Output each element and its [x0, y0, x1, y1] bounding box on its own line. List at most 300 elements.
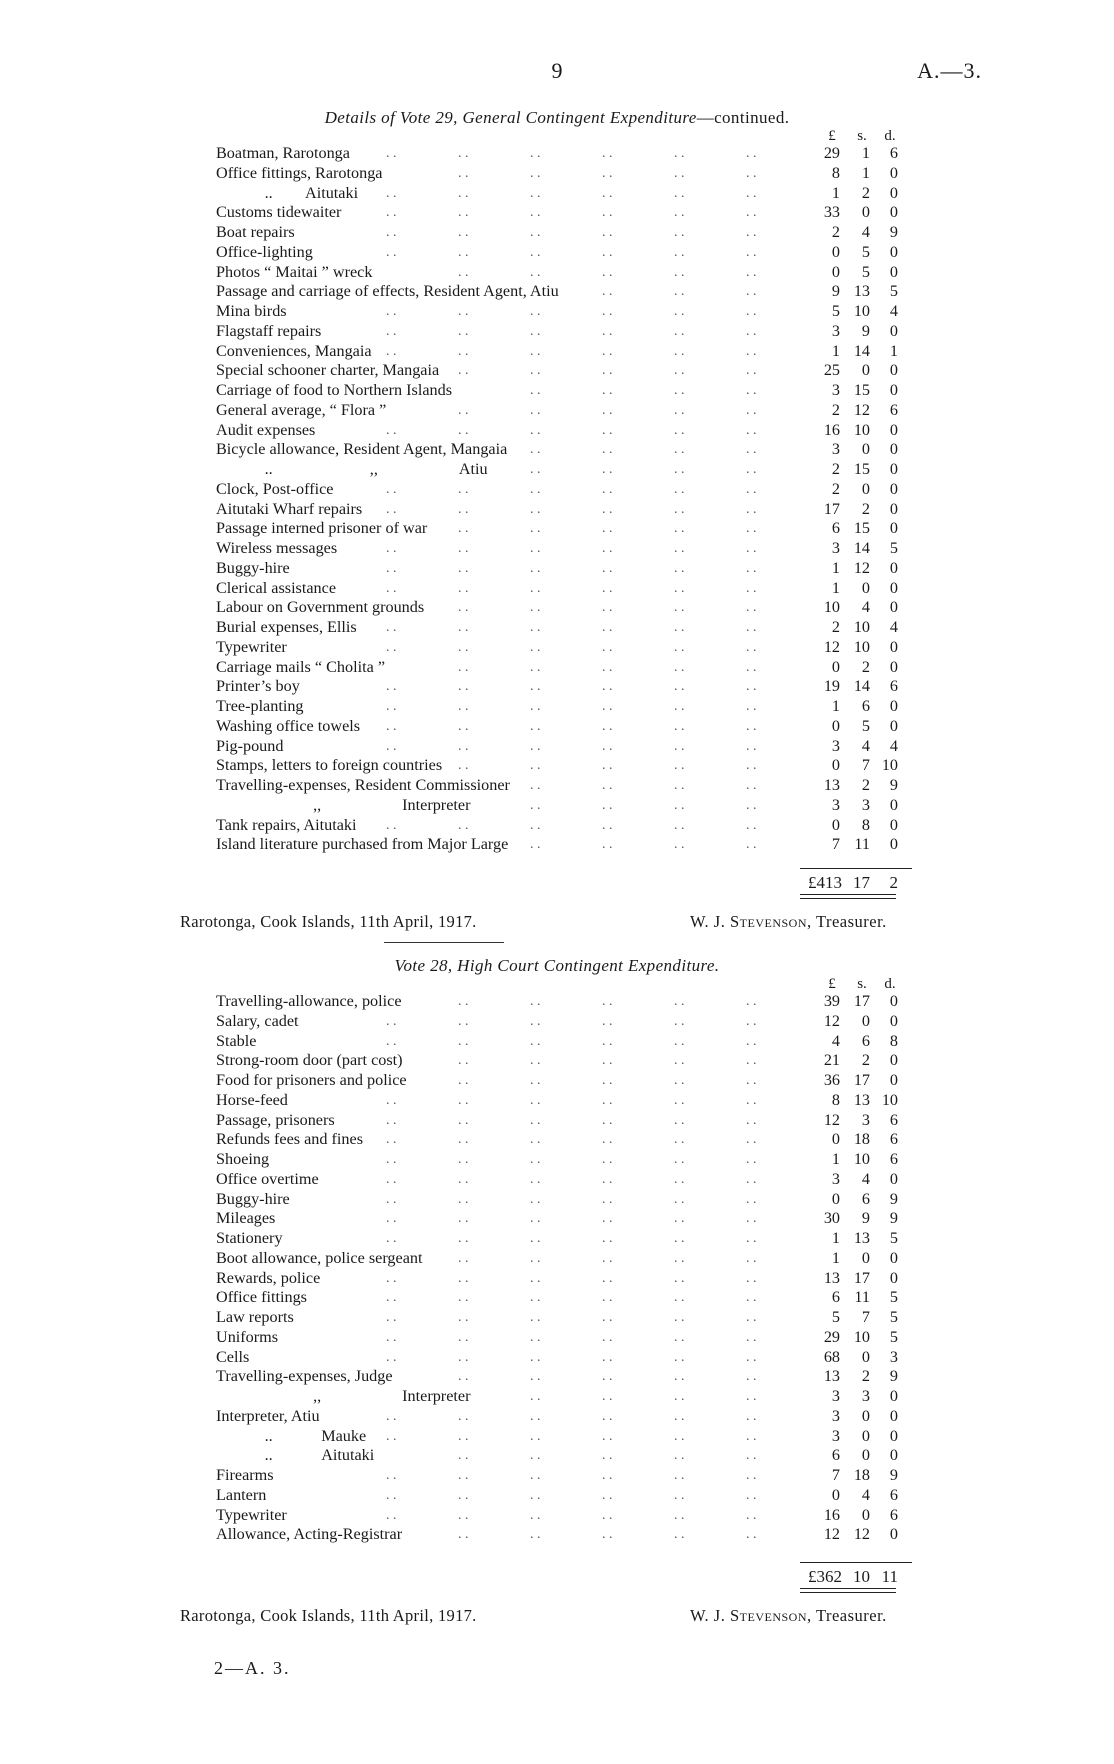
shillings-cell: 10 [853, 1327, 870, 1346]
pounds-cell: 2 [831, 479, 840, 498]
table-row: Island literature purchased from Major Large 7 11 0 . . . . . . . . [216, 835, 906, 855]
vote28-title [0, 956, 1114, 976]
shillings-cell: 17 [853, 1268, 870, 1287]
table-row: Printer’s boy 19 14 6 . . . . . . . . . . . . [216, 677, 906, 697]
table-row: .. Aitutaki 1 2 0 . . . . . . . . . . . . [216, 184, 906, 204]
pounds-cell: 5 [831, 302, 840, 320]
vote29-total [800, 868, 912, 893]
row-label: Travelling-allowance, police [216, 992, 402, 1010]
row-amount [806, 1446, 906, 1466]
row-amount [806, 598, 906, 618]
row-amount [806, 480, 906, 500]
row-amount [806, 223, 906, 243]
row-amount [806, 1525, 906, 1545]
shillings-cell: 18 [853, 1466, 870, 1484]
shillings-cell: 17 [853, 992, 870, 1010]
table-row: Clerical assistance 1 0 0 . . . . . . . . . . . . [216, 579, 906, 599]
footer-reference: 2—A. 3. [214, 1658, 291, 1678]
pence-cell: 6 [889, 1150, 898, 1168]
pence-cell: 4 [889, 618, 898, 636]
shillings-cell: 0 [861, 361, 870, 380]
vote28-place-date: Rarotonga, Cook Islands, 11th April, 1917. [180, 1606, 477, 1625]
pence-cell: 1 [889, 341, 898, 360]
row-label: Allowance, Acting-Registrar [216, 1525, 403, 1544]
row-label: Travelling-expenses, Resident Commissioner [216, 776, 510, 794]
vote29-place-date: Rarotonga, Cook Islands, 11th April, 1917. [180, 912, 477, 931]
pence-cell: 6 [889, 1485, 898, 1504]
row-amount [806, 1032, 906, 1052]
pounds-cell: 1 [831, 1229, 840, 1247]
pounds-cell: 30 [823, 1209, 840, 1228]
table-row: Customs tidewaiter 33 0 0 . . . . . . . . . . . . [216, 203, 906, 223]
row-amount [806, 1269, 906, 1289]
row-amount [806, 835, 906, 855]
table-row: ,, Interpreter 3 3 0 . . . . . . . . [216, 1387, 906, 1407]
shillings-cell: 0 [861, 1446, 870, 1465]
table-row: Boat repairs 2 4 9 . . . . . . . . . . . . [216, 223, 906, 243]
pounds-cell: 13 [823, 1268, 840, 1287]
row-label: Rewards, police [216, 1268, 321, 1287]
pence-cell: 6 [889, 144, 898, 162]
table-row: Aitutaki Wharf repairs 17 2 0 . . . . . . . . . . . . [216, 500, 906, 520]
pounds-cell: 0 [831, 242, 840, 261]
pence-cell: 5 [889, 1288, 898, 1307]
shillings-cell: 15 [853, 381, 870, 399]
pounds-cell: 3 [831, 440, 840, 459]
row-label: Buggy-hire [216, 558, 290, 577]
table-row: Typewriter 16 0 6 . . . . . . . . . . . . [216, 1506, 906, 1526]
pounds-cell: 12 [823, 1525, 840, 1544]
pence-cell: 0 [889, 598, 898, 617]
row-amount [806, 322, 906, 342]
row-amount [806, 342, 906, 362]
row-amount [806, 144, 906, 164]
vote29-signatory-title: , Treasurer. [807, 912, 887, 931]
pence-header: d. [884, 128, 896, 144]
table-row: Food for prisoners and police 36 17 0 . . . . . . . . . . [216, 1071, 906, 1091]
pence-cell: 0 [889, 519, 898, 538]
shillings-cell: 13 [853, 1229, 870, 1247]
row-label: Special schooner charter, Mangaia [216, 361, 440, 380]
table-row: Buggy-hire 1 12 0 . . . . . . . . . . . . [216, 559, 906, 579]
pence-cell: 0 [889, 558, 898, 577]
row-amount [806, 1348, 906, 1368]
pounds-cell: 12 [823, 1110, 840, 1129]
pounds-cell: 16 [823, 420, 840, 439]
table-row: Shoeing 1 10 6 . . . . . . . . . . . . [216, 1150, 906, 1170]
row-amount [806, 579, 906, 599]
pence-cell: 9 [889, 223, 898, 241]
pence-cell: 4 [889, 736, 898, 755]
row-amount [806, 1387, 906, 1407]
row-amount [806, 1308, 906, 1328]
pounds-cell: 1 [831, 341, 840, 360]
row-label: Mina birds [216, 302, 287, 320]
table-row: Allowance, Acting-Registrar 12 12 0 . . . . . . . . . . [216, 1525, 906, 1545]
pounds-cell: 9 [831, 282, 840, 301]
row-amount [806, 302, 906, 322]
row-label: Stable [216, 1031, 257, 1050]
pence-cell: 0 [889, 1011, 898, 1030]
row-label: Labour on Government grounds [216, 598, 425, 617]
pounds-cell: 8 [831, 1090, 840, 1109]
vote28-total-double-rule [800, 1588, 896, 1593]
shillings-header: s. [857, 128, 867, 144]
shillings-cell: 6 [861, 1189, 870, 1208]
shillings-cell: 15 [853, 519, 870, 538]
row-amount [806, 756, 906, 776]
row-amount [806, 1407, 906, 1427]
vote28-total-pence: 11 [881, 1567, 898, 1586]
row-amount [806, 263, 906, 283]
pence-cell: 0 [889, 440, 898, 459]
row-label: Salary, cadet [216, 1011, 299, 1030]
shillings-cell: 8 [861, 815, 870, 834]
shillings-cell: 4 [861, 223, 870, 241]
row-label: Photos “ Maitai ” wreck [216, 262, 373, 281]
pence-cell: 6 [889, 400, 898, 419]
pence-cell: 0 [889, 1051, 898, 1070]
pence-cell: 0 [889, 1268, 898, 1287]
shillings-cell: 4 [861, 1485, 870, 1504]
pounds-cell: 0 [831, 716, 840, 735]
shillings-cell: 4 [861, 598, 870, 617]
pounds-cell: 19 [823, 677, 840, 696]
row-amount [806, 460, 906, 480]
vote28-table [216, 992, 906, 1545]
row-label: Boot allowance, police sergeant [216, 1248, 423, 1267]
table-row: .. Aitutaki 6 0 0 . . . . . . . . . . [216, 1446, 906, 1466]
table-row: Uniforms 29 10 5 . . . . . . . . . . . . [216, 1328, 906, 1348]
table-row: Refunds fees and fines 0 18 6 . . . . . . . . . . . . [216, 1130, 906, 1150]
vote29-table [216, 144, 906, 855]
pounds-cell: 1 [831, 558, 840, 577]
row-label: Office fittings, Rarotonga [216, 163, 383, 182]
row-label: Tank repairs, Aitutaki [216, 815, 357, 834]
row-amount [806, 737, 906, 757]
pounds-cell: 3 [831, 1406, 840, 1425]
pence-cell: 0 [889, 1248, 898, 1267]
table-row: Horse-feed 8 13 10 . . . . . . . . . . . . [216, 1091, 906, 1111]
table-row: Tree-planting 1 6 0 . . . . . . . . . . . . [216, 697, 906, 717]
pounds-cell: 5 [831, 1308, 840, 1326]
pounds-cell: 2 [831, 460, 840, 478]
table-row: Travelling-allowance, police 39 17 0 . . . . . . . . . . [216, 992, 906, 1012]
table-row: Typewriter 12 10 0 . . . . . . . . . . . . [216, 638, 906, 658]
shillings-cell: 10 [853, 420, 870, 439]
pounds-cell: 6 [831, 1288, 840, 1307]
shillings-cell: 2 [861, 1367, 870, 1386]
row-label: Carriage mails “ Cholita ” [216, 657, 386, 676]
row-amount [806, 1229, 906, 1249]
vote29-total-pounds: £413 [808, 873, 842, 892]
row-label: .. Aitutaki [216, 1446, 375, 1465]
row-amount [806, 717, 906, 737]
pounds-cell: 1 [831, 1150, 840, 1168]
row-amount [806, 1190, 906, 1210]
table-row: Boot allowance, police sergeant 1 0 0 . . . . . . . . . . [216, 1249, 906, 1269]
pence-cell: 10 [881, 1090, 898, 1109]
table-row: .. Mauke 3 0 0 . . . . . . . . . . . . [216, 1427, 906, 1447]
pence-cell: 9 [889, 776, 898, 794]
shillings-cell: 15 [853, 460, 870, 478]
row-amount [806, 559, 906, 579]
pounds-cell: 12 [823, 637, 840, 656]
vote28-total-shillings: 10 [853, 1567, 870, 1586]
row-label: Firearms [216, 1466, 274, 1484]
row-amount [806, 1209, 906, 1229]
row-amount [806, 1367, 906, 1387]
shillings-cell: 0 [861, 1011, 870, 1030]
row-label: Clock, Post-office [216, 479, 334, 498]
row-amount [806, 519, 906, 539]
table-row: .. ,, Atiu 2 15 0 . . . . . . . . [216, 460, 906, 480]
shillings-cell: 14 [853, 539, 870, 557]
pence-cell: 0 [889, 321, 898, 340]
pence-cell: 0 [889, 716, 898, 735]
row-amount [806, 1328, 906, 1348]
pence-cell: 0 [889, 460, 898, 478]
pounds-cell: 0 [831, 1130, 840, 1149]
shillings-cell: 5 [861, 262, 870, 281]
vote28-signatory: W. J. Stevenson [690, 1606, 807, 1625]
pounds-cell: 2 [831, 400, 840, 419]
shillings-header: s. [857, 976, 867, 992]
table-row: ,, Interpreter 3 3 0 . . . . . . . . [216, 796, 906, 816]
pounds-cell: 3 [831, 321, 840, 340]
row-label: Refunds fees and fines [216, 1130, 363, 1149]
row-amount [806, 164, 906, 184]
table-row: Flagstaff repairs 3 9 0 . . . . . . . . . . . . [216, 322, 906, 342]
pence-cell: 5 [889, 539, 898, 557]
shillings-cell: 13 [853, 1090, 870, 1109]
row-amount [806, 816, 906, 836]
shillings-cell: 13 [853, 282, 870, 301]
section-divider-rule [384, 942, 504, 943]
pence-cell: 0 [889, 1071, 898, 1089]
pounds-cell: 39 [823, 992, 840, 1010]
row-amount [806, 1012, 906, 1032]
shillings-cell: 4 [861, 736, 870, 755]
pounds-cell: 33 [823, 203, 840, 222]
pence-cell: 9 [889, 1209, 898, 1228]
pence-cell: 0 [889, 697, 898, 715]
pence-cell: 0 [889, 163, 898, 182]
row-amount [806, 658, 906, 678]
pounds-cell: 3 [831, 381, 840, 399]
row-label: Office fittings [216, 1288, 307, 1307]
row-label: Stamps, letters to foreign countries [216, 756, 443, 775]
pence-cell: 0 [889, 499, 898, 518]
table-row: Carriage of food to Northern Islands 3 15 0 . . . . . . . . [216, 381, 906, 401]
table-row: Passage and carriage of effects, Resident Agent, Atiu 9 13 5 . . . . . . [216, 282, 906, 302]
row-amount [806, 992, 906, 1012]
table-row: Office overtime 3 4 0 . . . . . . . . . . . . [216, 1170, 906, 1190]
row-amount [806, 776, 906, 796]
page-reference: A.—3. [917, 58, 982, 83]
vote29-signatory: W. J. Stevenson [690, 912, 807, 931]
pence-cell: 6 [889, 1110, 898, 1129]
row-label: Typewriter [216, 637, 287, 656]
row-label: Clerical assistance [216, 578, 337, 597]
pounds-header: £ [828, 976, 836, 992]
row-label: Burial expenses, Ellis [216, 618, 357, 636]
table-row: Rewards, police 13 17 0 . . . . . . . . . . . . [216, 1269, 906, 1289]
pounds-cell: 6 [831, 519, 840, 538]
row-label: Office-lighting [216, 242, 313, 261]
shillings-cell: 6 [861, 1031, 870, 1050]
pence-cell: 0 [889, 1169, 898, 1188]
pence-cell: 0 [889, 361, 898, 380]
row-label: .. Mauke [216, 1426, 367, 1445]
row-label: Horse-feed [216, 1090, 288, 1109]
table-row: Mileages 30 9 9 . . . . . . . . . . . . [216, 1209, 906, 1229]
pounds-cell: 29 [823, 1327, 840, 1346]
vote29-total-pence: 2 [889, 873, 898, 892]
row-amount [806, 440, 906, 460]
row-label: Shoeing [216, 1150, 270, 1168]
pence-cell: 0 [889, 992, 898, 1010]
row-amount [806, 1288, 906, 1308]
pence-cell: 0 [889, 262, 898, 281]
row-label: ,, Interpreter [216, 795, 471, 814]
row-label: Printer’s boy [216, 677, 300, 696]
shillings-cell: 14 [853, 341, 870, 360]
shillings-cell: 10 [853, 618, 870, 636]
pounds-cell: 3 [831, 1387, 840, 1405]
shillings-cell: 0 [861, 1505, 870, 1524]
pounds-cell: 0 [831, 756, 840, 775]
row-label: Washing office towels [216, 716, 361, 735]
table-row: General average, “ Flora ” 2 12 6 . . . . . . . . . . [216, 401, 906, 421]
pence-cell: 10 [881, 756, 898, 775]
shillings-cell: 10 [853, 302, 870, 320]
shillings-cell: 2 [861, 657, 870, 676]
row-amount [806, 282, 906, 302]
shillings-cell: 2 [861, 499, 870, 518]
pence-cell: 6 [889, 1505, 898, 1524]
row-amount [806, 1051, 906, 1071]
pounds-cell: 13 [823, 1367, 840, 1386]
pence-cell: 9 [889, 1466, 898, 1484]
row-label: ,, Interpreter [216, 1387, 471, 1405]
row-amount [806, 697, 906, 717]
pence-cell: 0 [889, 1525, 898, 1544]
pence-cell: 0 [889, 381, 898, 399]
table-row: Stable 4 6 8 . . . . . . . . . . . . [216, 1032, 906, 1052]
table-row: Interpreter, Atiu 3 0 0 . . . . . . . . . . . . [216, 1407, 906, 1427]
table-row: Special schooner charter, Mangaia 25 0 0 . . . . . . . . . . [216, 361, 906, 381]
shillings-cell: 3 [861, 795, 870, 814]
row-amount [806, 539, 906, 559]
row-amount [806, 1091, 906, 1111]
table-row: Strong-room door (part cost) 21 2 0 . . . . . . . . . . [216, 1051, 906, 1071]
row-label: Pig-pound [216, 736, 284, 755]
pence-cell: 9 [889, 1367, 898, 1386]
row-label: Mileages [216, 1209, 276, 1228]
table-row: Lantern 0 4 6 . . . . . . . . . . . . [216, 1486, 906, 1506]
row-label: .. ,, Atiu [216, 460, 488, 478]
shillings-cell: 0 [861, 440, 870, 459]
pence-cell: 4 [889, 302, 898, 320]
pence-cell: 0 [889, 795, 898, 814]
pounds-cell: 0 [831, 262, 840, 281]
pounds-cell: 0 [831, 815, 840, 834]
pounds-cell: 1 [831, 697, 840, 715]
pounds-cell: 68 [823, 1347, 840, 1366]
table-row: Stamps, letters to foreign countries 0 7 10 . . . . . . . . . . [216, 756, 906, 776]
pounds-cell: 4 [831, 1031, 840, 1050]
shillings-cell: 14 [853, 677, 870, 696]
row-label: Typewriter [216, 1505, 287, 1524]
vote29-title-text: Details of Vote 29, General Contingent Expenditure [324, 108, 697, 127]
pence-cell: 8 [889, 1031, 898, 1050]
pounds-cell: 8 [831, 163, 840, 182]
pence-cell: 0 [889, 1406, 898, 1425]
pence-cell: 0 [889, 1426, 898, 1445]
row-label: Customs tidewaiter [216, 203, 342, 222]
pounds-cell: 36 [823, 1071, 840, 1089]
pence-cell: 6 [889, 677, 898, 696]
pence-cell: 5 [889, 1327, 898, 1346]
pence-cell: 5 [889, 1229, 898, 1247]
shillings-cell: 11 [854, 835, 870, 854]
table-row: Office-lighting 0 5 0 . . . . . . . . . . . . [216, 243, 906, 263]
row-label: Boatman, Rarotonga [216, 144, 350, 162]
row-label: Interpreter, Atiu [216, 1406, 320, 1425]
row-label: Lantern [216, 1485, 267, 1504]
table-row: Boatman, Rarotonga 29 1 6 . . . . . . . . . . . . [216, 144, 906, 164]
shillings-cell: 0 [861, 1426, 870, 1445]
row-label: Travelling-expenses, Judge [216, 1367, 393, 1386]
row-label: Passage, prisoners [216, 1110, 335, 1129]
table-row: Passage, prisoners 12 3 6 . . . . . . . . . . . . [216, 1111, 906, 1131]
shillings-cell: 12 [853, 1525, 870, 1544]
shillings-cell: 0 [861, 578, 870, 597]
table-row: Buggy-hire 0 6 9 . . . . . . . . . . . . [216, 1190, 906, 1210]
table-row: Conveniences, Mangaia 1 14 1 . . . . . . . . . . . . [216, 342, 906, 362]
pence-cell: 0 [889, 1446, 898, 1465]
vote28-total [800, 1562, 912, 1587]
shillings-cell: 10 [853, 637, 870, 656]
pence-cell: 0 [889, 1387, 898, 1405]
pence-cell: 0 [889, 578, 898, 597]
pence-cell: 0 [889, 420, 898, 439]
shillings-cell: 0 [861, 203, 870, 222]
vote28-total-pounds: £362 [808, 1567, 842, 1586]
row-amount [806, 1170, 906, 1190]
pence-cell: 0 [889, 479, 898, 498]
row-label: Carriage of food to Northern Islands [216, 381, 452, 399]
shillings-cell: 12 [853, 400, 870, 419]
pounds-cell: 1 [831, 183, 840, 202]
shillings-cell: 0 [861, 479, 870, 498]
row-amount [806, 381, 906, 401]
pence-cell: 0 [889, 242, 898, 261]
shillings-cell: 9 [861, 1209, 870, 1228]
table-row: Office fittings 6 11 5 . . . . . . . . . . . . [216, 1288, 906, 1308]
row-amount [806, 677, 906, 697]
table-row: Mina birds 5 10 4 . . . . . . . . . . . . [216, 302, 906, 322]
pounds-cell: 21 [823, 1051, 840, 1070]
pence-header: d. [884, 976, 896, 992]
row-label: .. Aitutaki [216, 183, 359, 202]
table-row: Carriage mails “ Cholita ” 0 2 0 . . . . . . . . . . [216, 658, 906, 678]
pence-cell: 0 [889, 657, 898, 676]
row-amount [806, 1071, 906, 1091]
table-row: Salary, cadet 12 0 0 . . . . . . . . . . . . [216, 1012, 906, 1032]
row-label: Passage and carriage of effects, Resident Agent, Atiu [216, 282, 559, 301]
